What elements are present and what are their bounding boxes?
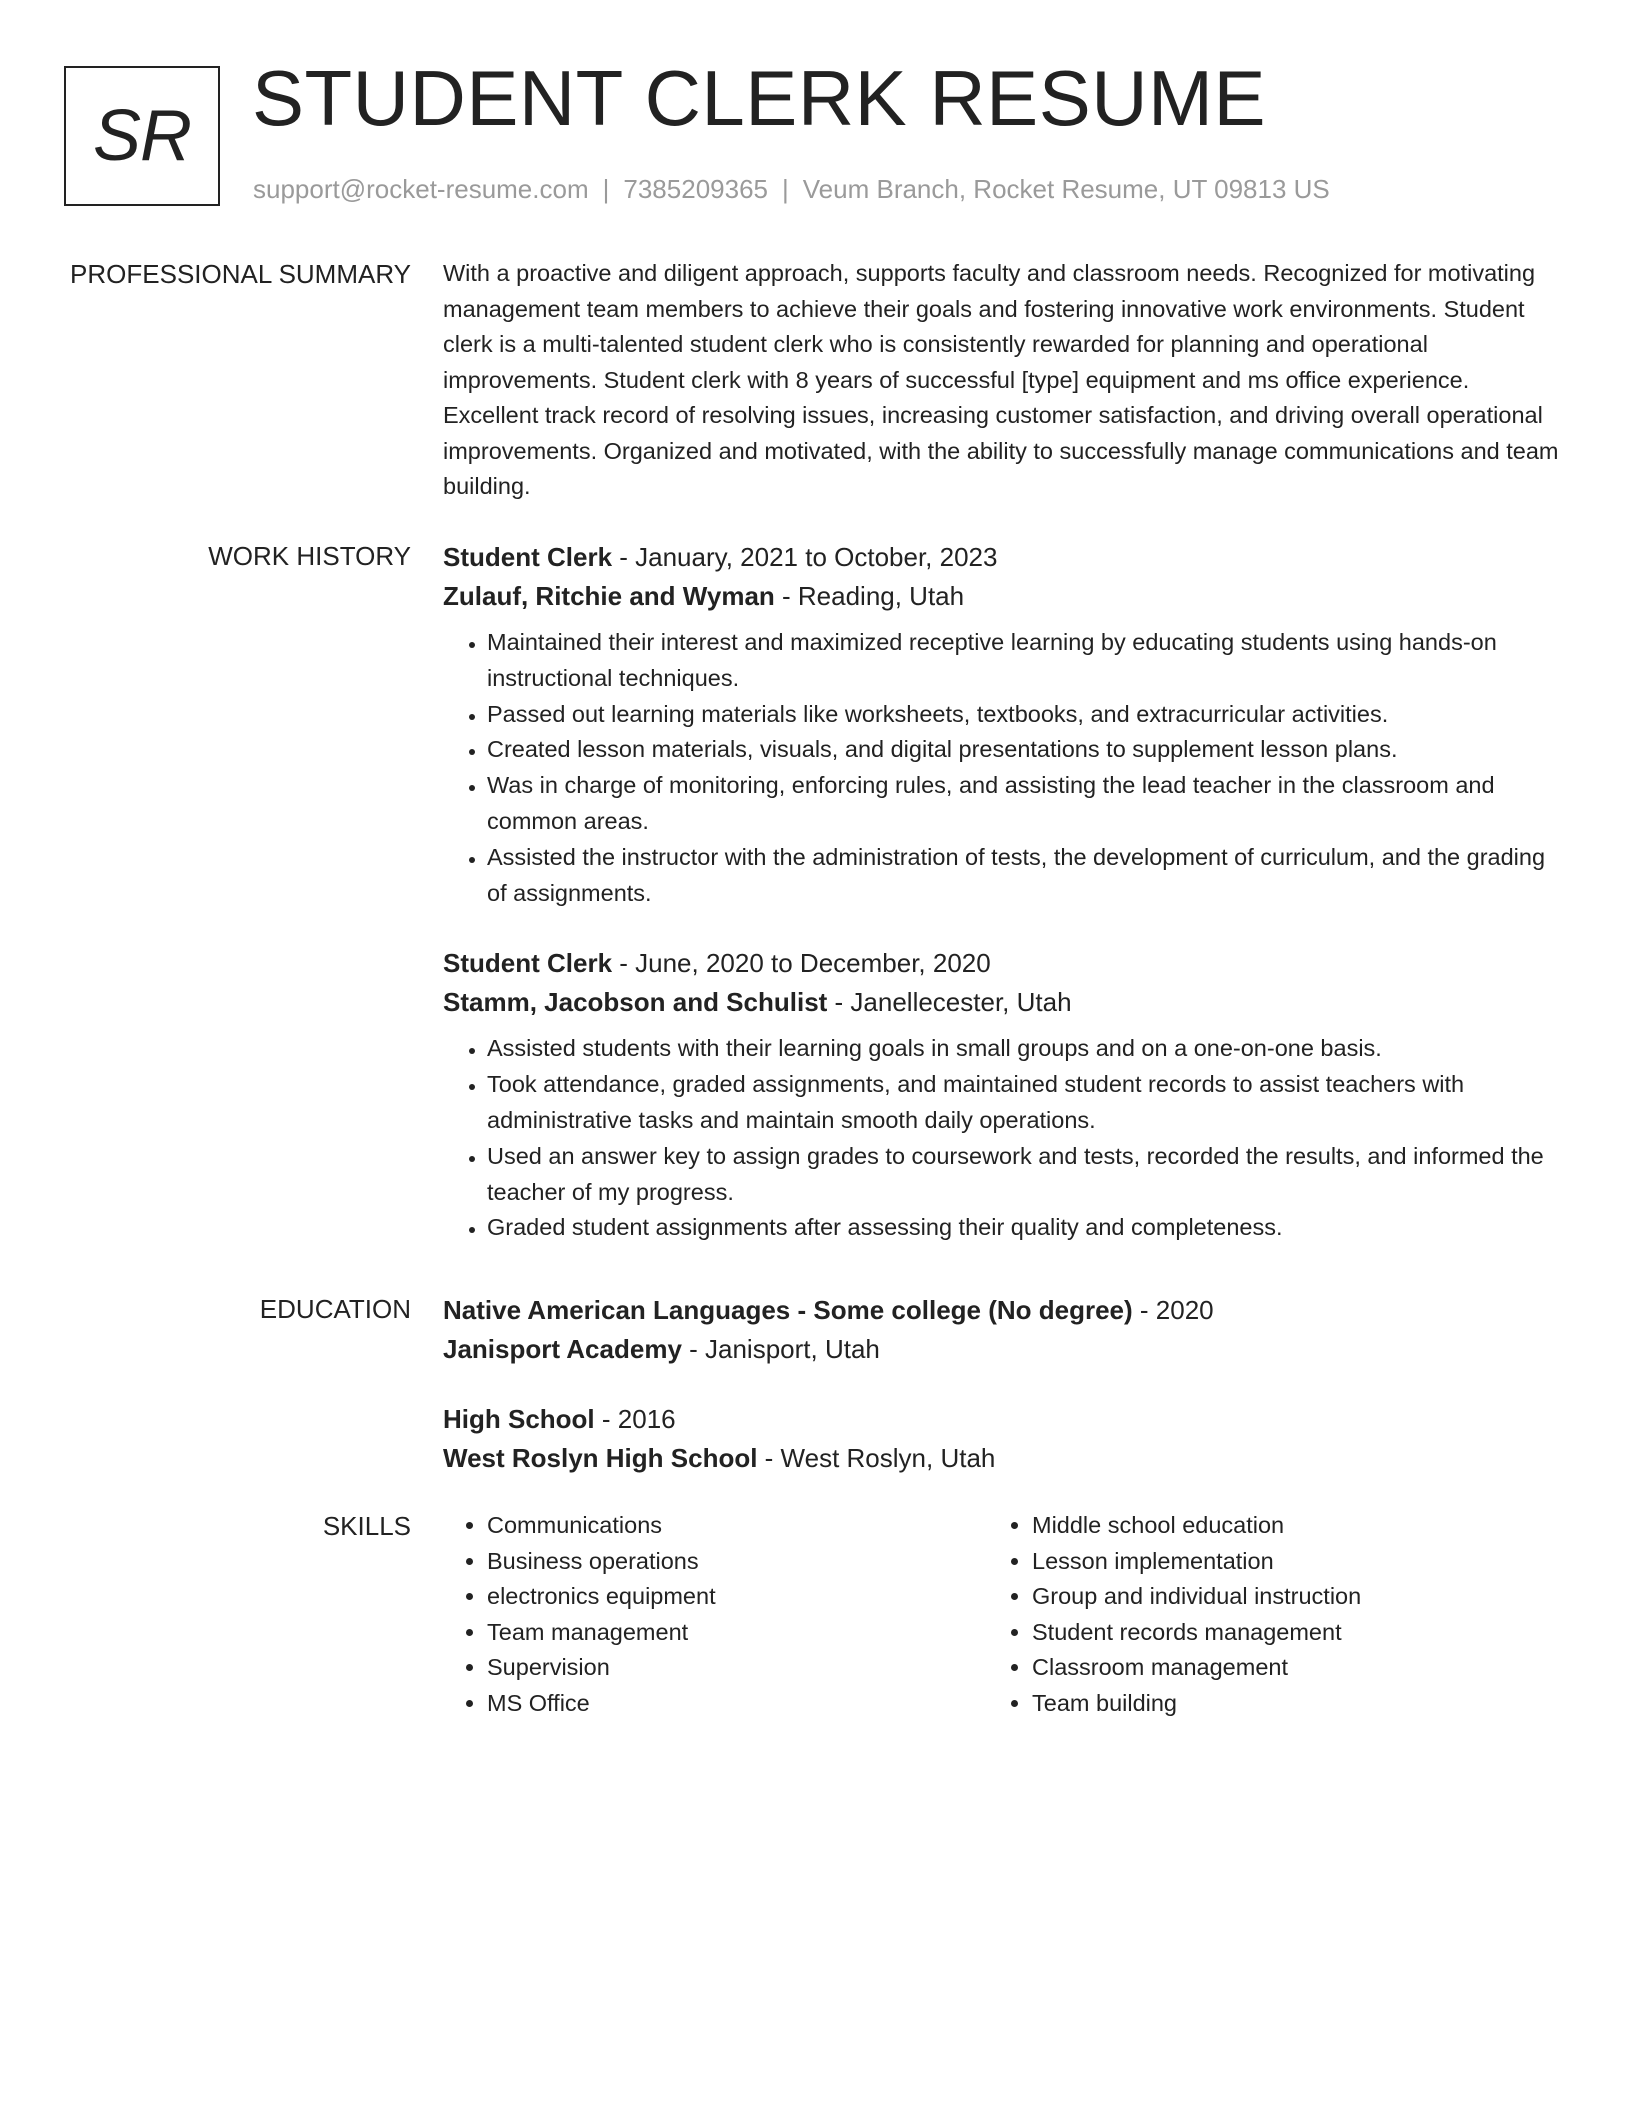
section-label-work-history: WORK HISTORY (208, 541, 411, 571)
skills-list-left (443, 1508, 988, 1721)
contact-separator: | (602, 174, 610, 204)
education-entry (443, 1291, 1563, 1369)
education-school-line (443, 1439, 1563, 1478)
job-bullets (443, 1031, 1563, 1246)
job-entry (443, 944, 1563, 1246)
job-bullet: • Used an answer key to assign grades to coursework and tests, recorded the results, and informed the teacher of my progress. (487, 1139, 1563, 1211)
job-company: Zulauf, Ritchie and Wyman (443, 581, 775, 611)
job-bullet: • Graded student assignments after assessing their quality and completeness. (487, 1210, 1563, 1246)
education-year: - 2020 (1132, 1295, 1214, 1325)
education-degree-line (443, 1291, 1563, 1330)
skills-body (443, 1508, 1563, 1721)
job-title: Student Clerk (443, 948, 613, 979)
monogram-logo: SR (64, 66, 220, 206)
job-bullet: • Assisted students with their learning goals in small groups and on a one-on-one basis. (487, 1031, 1563, 1067)
education-body (443, 1291, 1563, 1478)
contact-email[interactable]: support@rocket-resume.com (253, 174, 589, 204)
education-school: Janisport Academy (443, 1334, 682, 1364)
job-title-line (443, 538, 1563, 577)
work-history-body (443, 538, 1563, 1246)
job-company: Stamm, Jacobson and Schulist (443, 987, 828, 1018)
education-location: - West Roslyn, Utah (757, 1443, 996, 1473)
job-title-line (443, 944, 1563, 983)
job-bullet: • Maintained their interest and maximized receptive learning by educating students using hands-on instructional techniques. (487, 625, 1563, 697)
job-dates: - June, 2020 to December, 2020 (612, 948, 991, 979)
education-entry (443, 1400, 1563, 1478)
job-bullet: • Created lesson materials, visuals, and digital presentations to supplement lesson plans. (487, 732, 1563, 768)
education-school-line (443, 1330, 1563, 1369)
education-year: - 2016 (594, 1404, 676, 1434)
job-bullet: • Was in charge of monitoring, enforcing rules, and assisting the lead teacher in the classroom and common areas. (487, 768, 1563, 840)
job-location: - Reading, Utah (774, 581, 965, 611)
education-degree-line (443, 1400, 1563, 1439)
job-bullet: • Assisted the instructor with the administration of tests, the development of curriculum, and the grading of assignments. (487, 840, 1563, 912)
skill-item: • Business operations (487, 1544, 988, 1580)
summary-text: With a proactive and diligent approach, supports faculty and classroom needs. Recognized for motivating management team members to achieve their goals and fostering innovative work environments. Student clerk is a multi-talented student clerk who is consistently rewarded for planning and operational improvements. Student clerk with 8 years of successful [type] equipment and ms office experience. Excellent track record of resolving issues, increasing customer satisfaction, and driving overall operational improvements. Organized and motivated, with the ability to successfully manage communications and team building. (443, 260, 1559, 499)
skill-item: • Student records management (1032, 1615, 1533, 1651)
job-entry (443, 538, 1563, 911)
education-degree: High School (443, 1404, 595, 1434)
skill-item: • Lesson implementation (1032, 1544, 1533, 1580)
job-bullet: • Passed out learning materials like worksheets, textbooks, and extracurricular activities. (487, 697, 1563, 733)
skills-columns (443, 1508, 1563, 1721)
contact-phone[interactable]: 7385209365 (623, 174, 768, 204)
summary-body (443, 256, 1563, 505)
job-bullet: • Took attendance, graded assignments, and maintained student records to assist teachers with administrative tasks and maintain smooth daily operations. (487, 1067, 1563, 1139)
education-school: West Roslyn High School (443, 1443, 758, 1473)
resume-title: STUDENT CLERK RESUME (252, 54, 1267, 142)
section-label-education: EDUCATION (259, 1294, 411, 1324)
job-company-line (443, 577, 1563, 616)
skill-item: • Middle school education (1032, 1508, 1533, 1544)
contact-address: Veum Branch, Rocket Resume, UT 09813 US (802, 174, 1330, 204)
skill-item: • electronics equipment (487, 1579, 988, 1615)
education-location: - Janisport, Utah (681, 1334, 880, 1364)
job-title: Student Clerk (443, 542, 613, 572)
section-label-summary: PROFESSIONAL SUMMARY (70, 259, 411, 289)
skill-item: • Supervision (487, 1650, 988, 1686)
job-dates: - January, 2021 to October, 2023 (612, 542, 998, 572)
job-location: - Janellecester, Utah (827, 987, 1072, 1018)
skill-item: • Group and individual instruction (1032, 1579, 1533, 1615)
skills-list-right (988, 1508, 1533, 1721)
education-degree: Native American Languages - Some college (No degree) (443, 1295, 1133, 1325)
contact-line (253, 174, 1330, 205)
skill-item: • Classroom management (1032, 1650, 1533, 1686)
job-bullets (443, 625, 1563, 911)
section-label-skills: SKILLS (322, 1511, 411, 1541)
skill-item: • MS Office (487, 1686, 988, 1722)
contact-separator: | (782, 174, 789, 204)
skill-item: • Communications (487, 1508, 988, 1544)
skill-item: • Team management (487, 1615, 988, 1651)
skill-item: • Team building (1032, 1686, 1533, 1722)
job-company-line (443, 983, 1563, 1022)
